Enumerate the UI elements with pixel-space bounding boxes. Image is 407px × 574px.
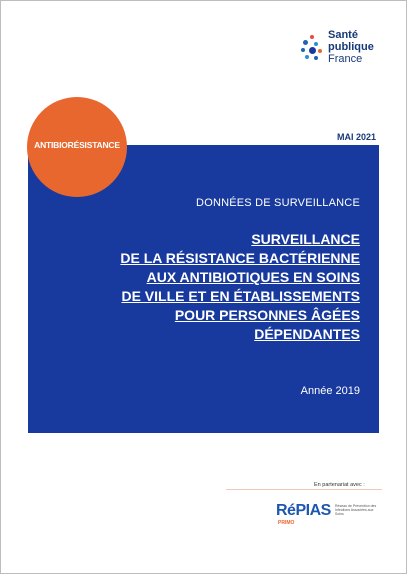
repias-logo <box>276 502 386 526</box>
logo-dots-icon <box>301 35 327 61</box>
logo-line-3: France <box>328 53 363 65</box>
title-line: DÉPENDANTES <box>254 326 360 342</box>
logo-line-2: publique <box>328 41 374 53</box>
logo-line-1: Santé <box>328 29 358 41</box>
title-line: POUR PERSONNES ÂGÉES <box>174 307 360 323</box>
repias-primo: PRIMO <box>278 520 295 526</box>
title-line: DE VILLE ET EN ÉTABLISSEMENTS <box>121 288 360 304</box>
publication-date: MAI 2021 <box>336 132 376 142</box>
title-line: SURVEILLANCE <box>251 231 360 247</box>
document-title <box>40 230 360 344</box>
sante-publique-france-logo <box>301 29 381 75</box>
repias-wordmark: RéPIAS <box>276 502 331 519</box>
logo-text <box>328 29 374 65</box>
partnership-label: En partenariat avec : <box>314 482 365 488</box>
partnership-divider <box>226 489 382 490</box>
title-line: DE LA RÉSISTANCE BACTÉRIENNE <box>120 250 360 266</box>
document-type: DONNÉES DE SURVEILLANCE <box>196 197 360 209</box>
theme-badge-label: ANTIBIORÉSISTANCE <box>34 140 120 150</box>
theme-badge <box>27 97 127 197</box>
repias-description: Réseau de Prévention des Infections Associées aux Soins <box>335 504 377 516</box>
document-year: Année 2019 <box>300 385 360 397</box>
title-line: AUX ANTIBIOTIQUES EN SOINS <box>146 269 360 285</box>
